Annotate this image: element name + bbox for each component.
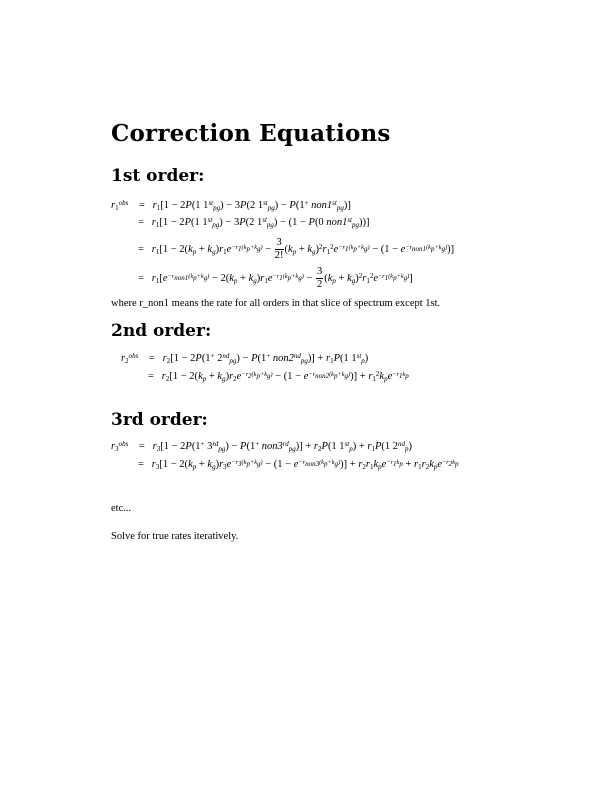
equation-2nd-order-line-2: = $r_2[1 - 2(k_p + k_g)r_2e^{-r_2(k_p+k_g)} - (1 - e^{-r_{non2}(k_p+k_g)})] + r_1^2k_pe^{-r_1k_p}$ bbox=[148, 369, 409, 384]
section-heading-3rd-order: 3rd order: bbox=[111, 410, 208, 430]
section-heading-2nd-order: 2nd order: bbox=[111, 321, 212, 341]
equation-3rd-order-line-2: = $r_3[1 - 2(k_p + k_g)r_3e^{-r_3(k_p+k_g)} - (1 - e^{-r_{non3}(k_p+k_g)})] + r_2r_1k_pe^{-r_1k_p} + r_1r_2k_pe^{-r_2k_p}$ bbox=[138, 459, 459, 472]
section-heading-1st-order: 1st order: bbox=[111, 166, 205, 186]
first-order-note: where r_non1 means the rate for all orders in that slice of spectrum except 1st. bbox=[111, 298, 441, 309]
etc-text: etc... bbox=[111, 503, 132, 514]
equation-1st-order-line-1: $r_1^{obs}$ = $r_1[1 - 2P(1$ $1st_{pg}) - 3P(2$ $1st_{pg}) - P(1^+$ $non1st_{pg}$)] bbox=[111, 198, 351, 213]
solve-note: Solve for true rates iteratively. bbox=[111, 531, 239, 542]
equation-2nd-order-line-1: $r_2^{obs}$ = $r_2[1 - 2P(1^+$ $2nd_{pg}) - P(1^+$ $non2nd_{pg})] + r_1P(1$ $1st_p$) bbox=[121, 351, 369, 366]
equation-1st-order-line-3: = $r_1[1 - 2(k_p + k_g)r_1e^{-r_1(k_p+k_g)}$ − $\frac{3}{2!}$ $(k_p + k_g)^2r_1^2e^{-r_1(k_p+k_g)} - (1 - e^{-r_{non1}(k_p+k_g)})$] bbox=[138, 237, 455, 261]
equation-1st-order-line-2: = $r_1[1 - 2P(1$ $1st_{pg}) - 3P(2$ $1st_{pg}) - (1 - P(0$ $non1st_{pg}$))] bbox=[138, 215, 370, 230]
equation-3rd-order-line-1: $r_3^{obs}$ = $r_3[1 - 2P(1^+$ $3rd_{pg}) - P(1^+$ $non3rd_{pg})] + r_2P(1$ $1st_p) + r_1P(1$ $2nd_p$) bbox=[111, 439, 413, 454]
equation-1st-order-line-4: = $r_1[e^{-r_{non1}(k_p+k_g)} - 2(k_p + k_g)r_1e^{-r_1(k_p+k_g)}$ − $\frac{3}{2}$ $(k_p + k_g)^2r_1^2e^{-r_1(k_p+k_g)}$] bbox=[138, 266, 413, 290]
page-title: Correction Equations bbox=[111, 120, 391, 147]
